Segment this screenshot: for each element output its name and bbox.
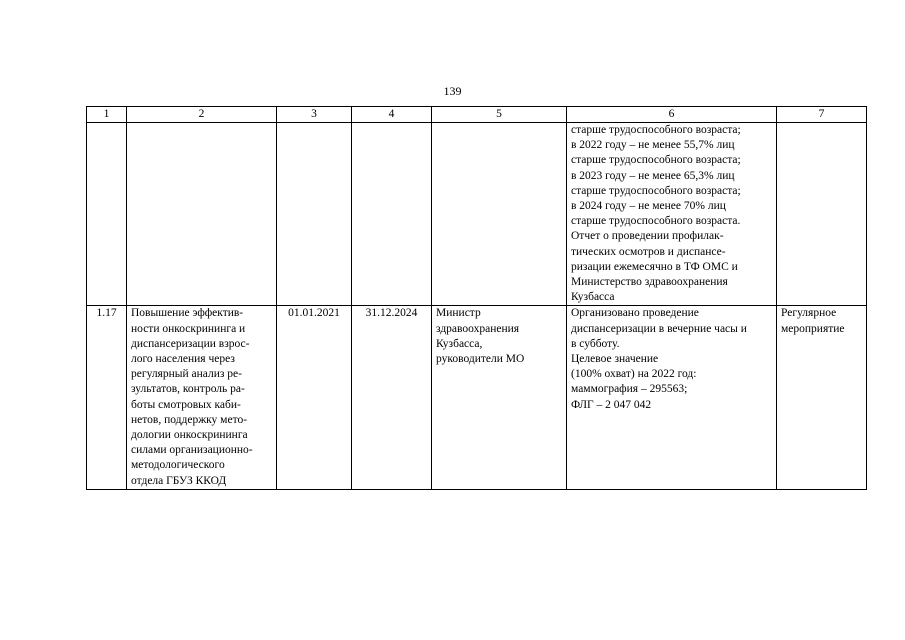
row-number-cell: 1.17 xyxy=(87,306,127,489)
result-cell: старше трудоспособного возраста; в 2022 году – не менее 55,7% лиц старше трудоспособного возраста; в 2023 году – не менее 65,3% лиц старше трудоспособного возраста; в 2024 году – не менее 70% лиц старше трудоспособного возраста. Отчет о проведении профилак- тических осмотров и диспансе- ризации ежемесячно в ТФ ОМС и Министерство здравоохранения Кузбасса xyxy=(567,123,777,306)
column-header-4: 4 xyxy=(352,107,432,123)
column-header-3: 3 xyxy=(277,107,352,123)
column-header-6: 6 xyxy=(567,107,777,123)
result-cell: Организовано проведение диспансеризации в вечерние часы и в субботу. Целевое значение (100% охват) на 2022 год: маммография – 295563; ФЛГ – 2 047 042 xyxy=(567,306,777,489)
responsible-cell xyxy=(432,123,567,306)
end-date-cell xyxy=(352,123,432,306)
row-number-cell xyxy=(87,123,127,306)
column-header-7: 7 xyxy=(777,107,867,123)
column-header-5: 5 xyxy=(432,107,567,123)
column-header-1: 1 xyxy=(87,107,127,123)
start-date-cell xyxy=(277,123,352,306)
type-cell: Регулярное мероприятие xyxy=(777,306,867,489)
column-header-2: 2 xyxy=(127,107,277,123)
start-date-cell: 01.01.2021 xyxy=(277,306,352,489)
type-cell xyxy=(777,123,867,306)
end-date-cell: 31.12.2024 xyxy=(352,306,432,489)
table-row xyxy=(87,306,867,489)
activity-cell: Повышение эффектив- ности онкоскрининга и диспансеризации взрос- лого населения через регулярный анализ ре- зультатов, контроль ра- боты смотровых каби- нетов, поддержку мето- дологии онкоскрининга силами организационно- методологического отдела ГБУЗ ККОД xyxy=(127,306,277,489)
measures-table xyxy=(86,106,867,490)
table-row xyxy=(87,123,867,306)
page-number: 139 xyxy=(443,84,462,98)
header-row xyxy=(87,107,867,123)
responsible-cell: Министр здравоохранения Кузбасса, руководители МО xyxy=(432,306,567,489)
activity-cell xyxy=(127,123,277,306)
